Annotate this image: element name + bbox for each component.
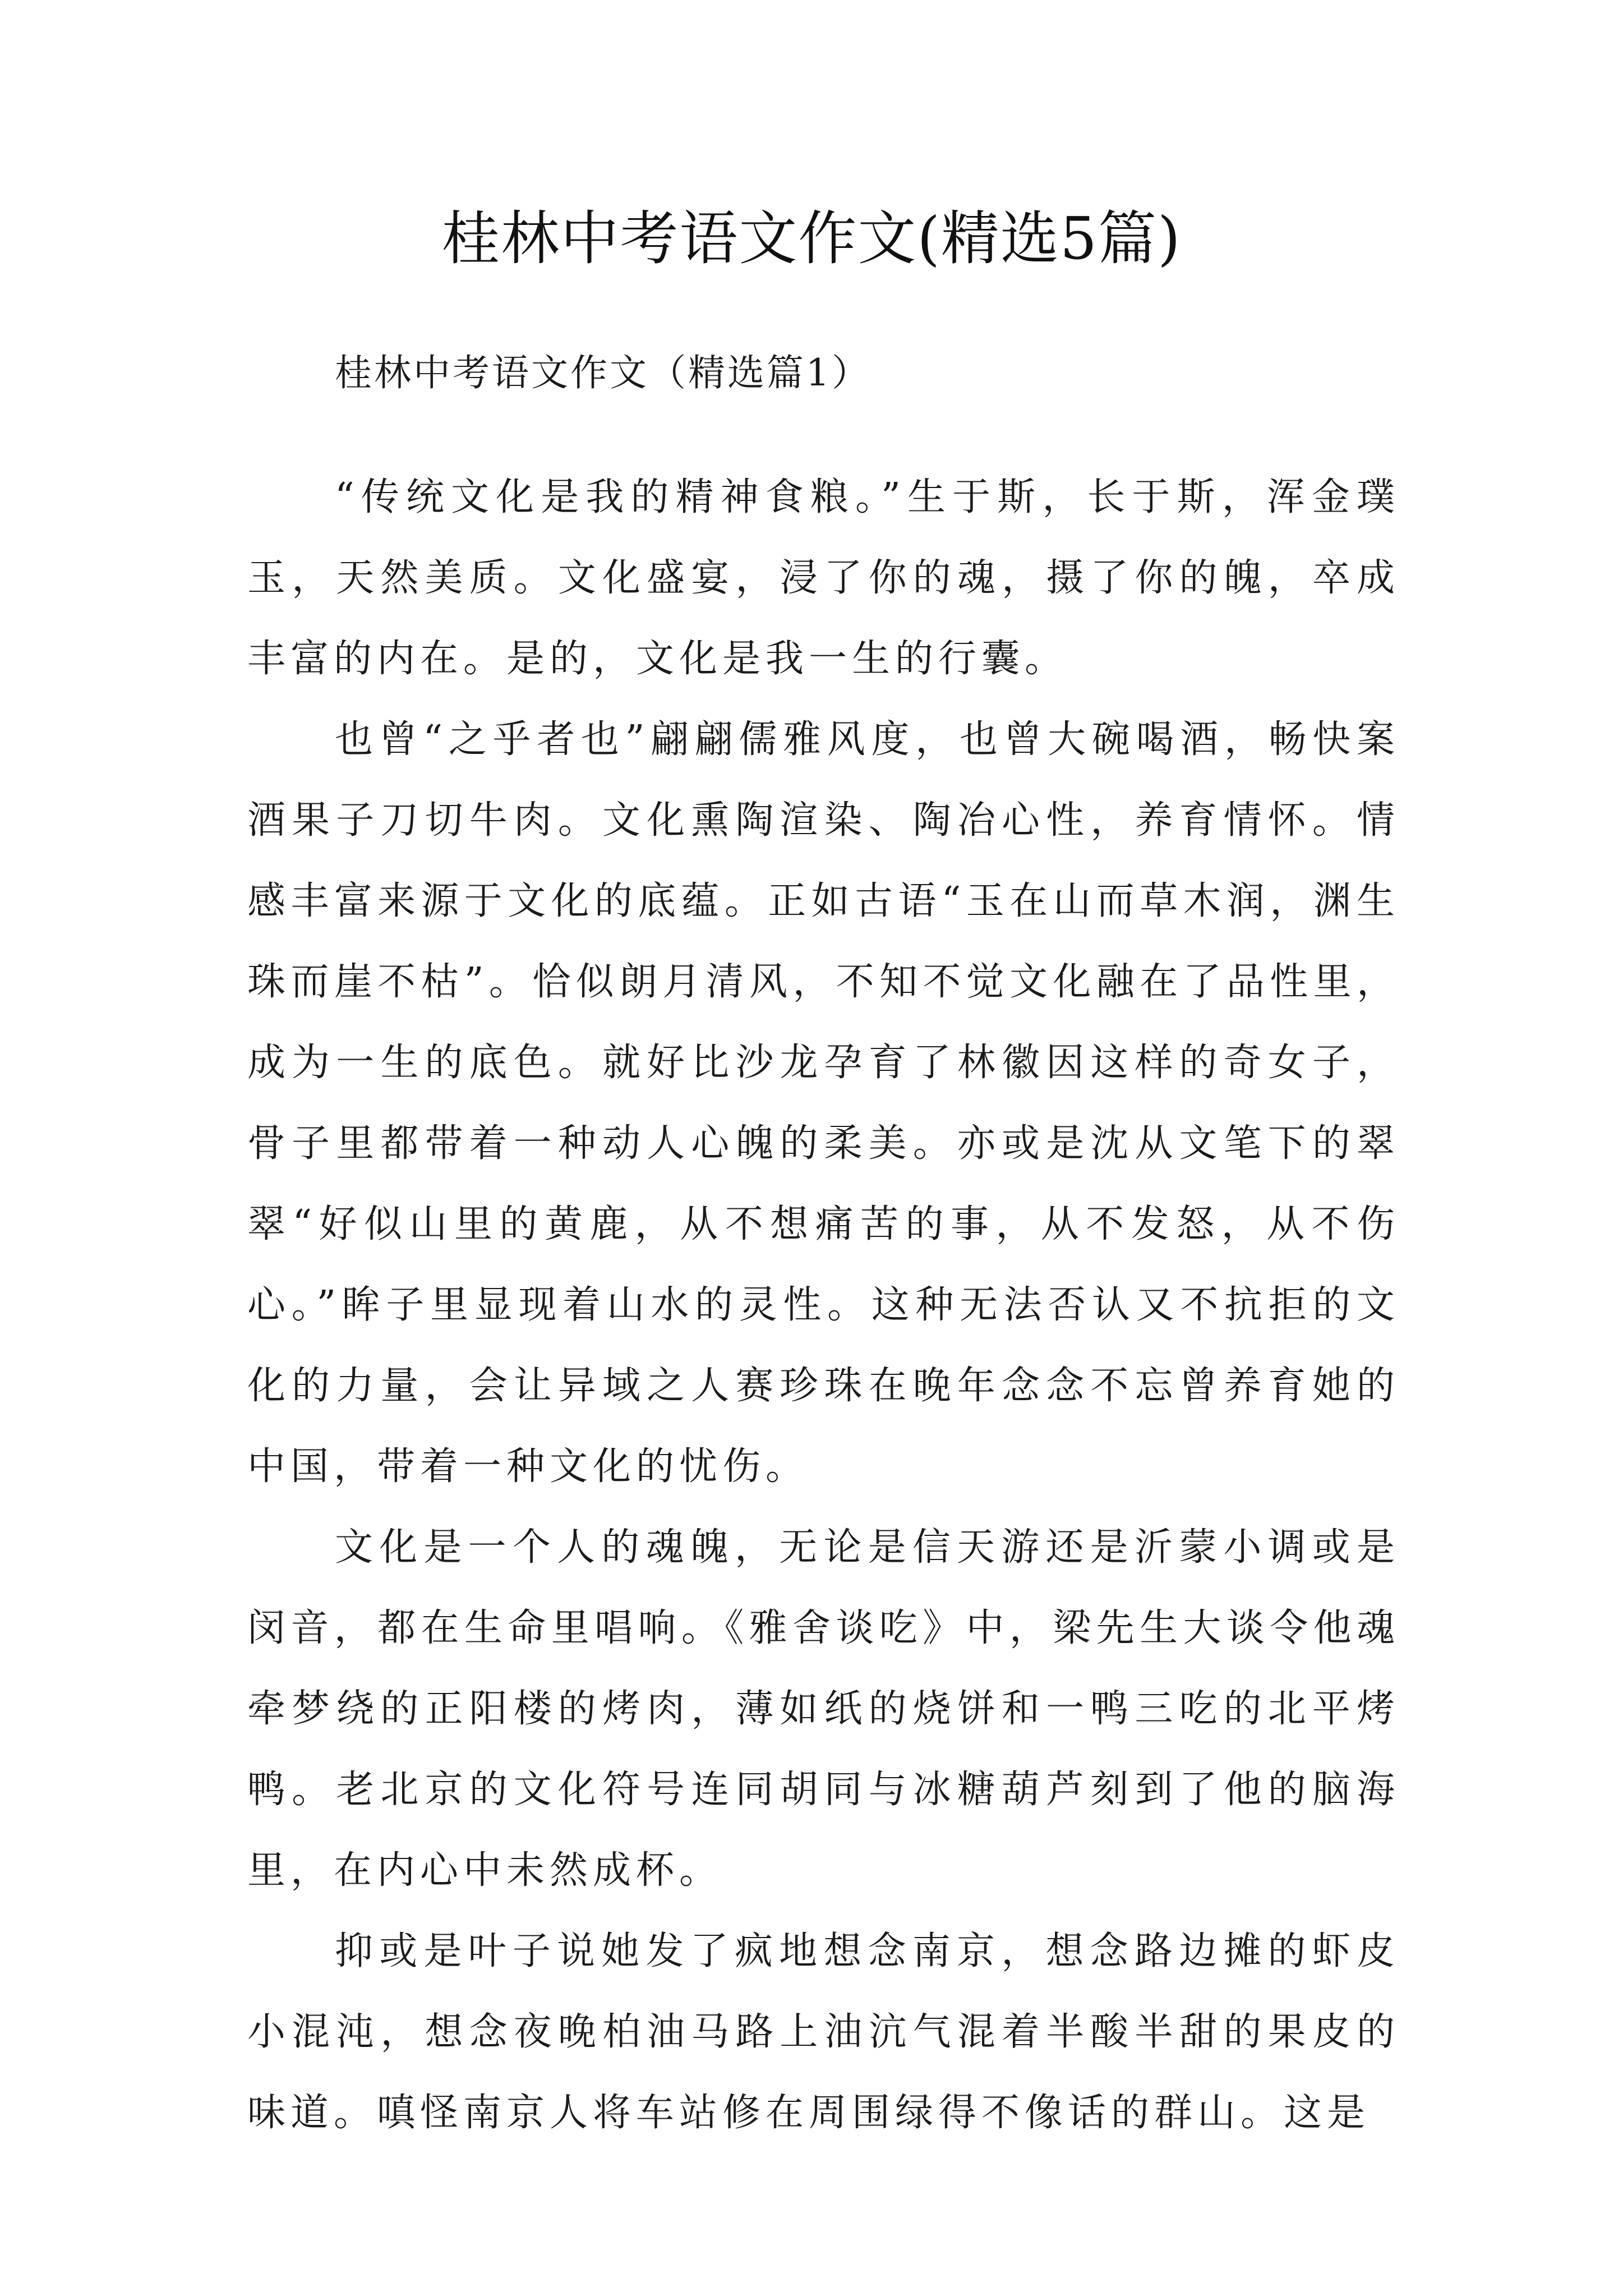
paragraph: “传统文化是我的精神食粮。”生于斯，长于斯，浑金璞玉，天然美质。文化盛宴，浸了你的魂，摄了你的魄，卒成丰富的内在。是的，文化是我一生的行囊。 (247, 475, 1400, 681)
paragraph: 也曾“之乎者也”翩翩儒雅风度，也曾大碗喝酒，畅快案酒果子刀切牛肉。文化熏陶渲染、陶冶心性，养育情怀。情感丰富来源于文化的底蕴。正如古语“玉在山而草木润，渊生珠而崖不枯”。恰似朗月清风，不知不觉文化融在了品性里，成为一生的底色。就好比沙龙孕育了林徽因这样的奇女子，骨子里都带着一种动人心魄的柔美。亦或是沈从文笔下的翠翠“好似山里的黄鹿，从不想痛苦的事，从不发怒，从不伤心。”眸子里显现着山水的灵性。这种无法否认又不抗拒的文化的力量，会让异域之人赛珍珠在晚年念念不忘曾养育她的中国，带着一种文化的忧伤。 (247, 717, 1400, 1489)
article-heading: 桂林中考语文作文（精选篇1） (335, 351, 871, 394)
document-title: 桂林中考语文作文(精选5篇) (441, 204, 1182, 273)
article-body (247, 457, 1400, 2154)
paragraph: 抑或是叶子说她发了疯地想念南京，想念路边摊的虾皮小混沌，想念夜晚柏油马路上油沆气混着半酸半甜的果皮的味道。嗔怪南京人将车站修在周围绿得不像话的群山。这是 (247, 1929, 1400, 2135)
paragraph: 文化是一个人的魂魄，无论是信天游还是沂蒙小调或是闵音，都在生命里唱响。《雅舍谈吃》中，梁先生大谈令他魂牵梦绕的正阳楼的烤肉，薄如纸的烧饼和一鸭三吃的北平烤鸭。老北京的文化符号连同胡同与冰糖葫芦刻到了他的脑海里，在内心中未然成杯。 (247, 1525, 1400, 1893)
